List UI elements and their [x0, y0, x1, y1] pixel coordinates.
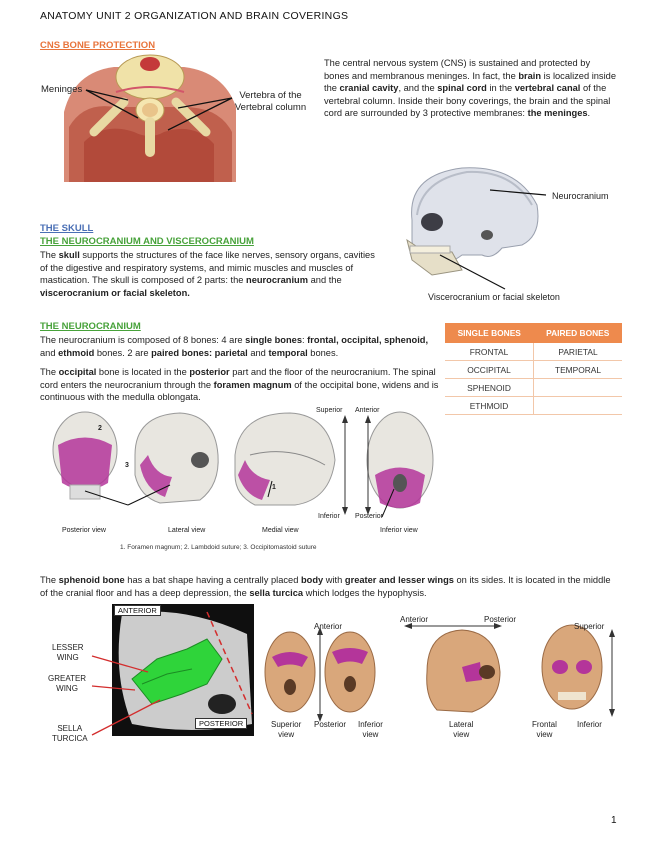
view-label: Inferior view	[380, 527, 418, 534]
sph-dir-superior: Superior	[574, 622, 605, 631]
anterior-box-label: ANTERIOR	[114, 605, 161, 616]
page-number: 1	[611, 815, 617, 826]
posterior-box-label: POSTERIOR	[195, 718, 247, 729]
document-title: ANATOMY UNIT 2 ORGANIZATION AND BRAIN COVERINGS	[40, 10, 349, 22]
label-num-1: 1	[272, 484, 276, 491]
table-row: SPHENOID	[445, 379, 622, 397]
sph-view-lateral: Lateral view	[449, 720, 474, 739]
dir-anterior-label: Anterior	[355, 407, 380, 414]
sph-dir-anterior: Anterior	[314, 622, 343, 631]
meninges-label: Meninges	[41, 84, 83, 95]
label-num-3: 3	[125, 462, 129, 469]
vertebra-label: Vertebra of the Vertebral column	[234, 90, 307, 113]
table-header-single: SINGLE BONES	[445, 323, 534, 343]
skull-heading: THE SKULL	[40, 223, 94, 234]
dir-superior-label: Superior	[316, 407, 343, 414]
viscerocranium-label: Viscerocranium or facial skeleton	[428, 292, 560, 302]
sphenoid-paragraph: The sphenoid bone has a bat shape having a centrally placed body with greater and lesser wings on its sides. It is located in the middle of the cranial floor and has a deep depression, the sella turcica which lodges the hypophysis.	[40, 575, 611, 598]
view-label: Lateral view	[168, 527, 206, 534]
sph-view-frontal: Frontal view	[532, 720, 557, 739]
sph-dir-anterior-top: Anterior	[400, 615, 429, 624]
neurocranium-paragraph-1: The neurocranium is composed of 8 bones: 4 are single bones: frontal, occipital, sphenoid, and ethmoid bones. 2 are paired bones: parietal and temporal bones.	[40, 335, 429, 358]
neuro-visc-heading: THE NEUROCRANIUM AND VISCEROCRANIUM	[40, 236, 254, 247]
table-row: FRONTAL PARIETAL	[445, 343, 622, 361]
neurocranium-caption: 1. Foramen magnum; 2. Lambdoid suture; 3. Occipitomastoid suture	[120, 544, 317, 551]
sph-dir-posterior: Posterior	[314, 720, 347, 729]
dir-inferior-label: Inferior	[318, 513, 340, 520]
neurocranium-label: Neurocranium	[552, 191, 609, 201]
table-header-paired: PAIRED BONES	[534, 323, 623, 343]
table-row: ETHMOID	[445, 397, 622, 415]
table-row: OCCIPITAL TEMPORAL	[445, 361, 622, 379]
greater-wing-label: GREATER WING	[48, 674, 87, 693]
sella-turcica-label: SELLA TURCICA	[52, 724, 88, 743]
dir-posterior-label: Posterior	[355, 513, 384, 520]
skull-paragraph: The skull supports the structures of the face like nerves, sensory organs, cavities of the digestive and respiratory systems, and mimic muscles and muscles of mastication. The skull is composed of 2 parts: the neurocranium and the viscerocranium or facial skeleton.	[40, 250, 375, 298]
neurocranium-heading: THE NEUROCRANIUM	[40, 321, 141, 332]
sph-view-superior: Superior view	[271, 720, 302, 739]
lesser-wing-label: LESSER WING	[52, 643, 84, 662]
sph-dir-inferior: Inferior	[577, 720, 602, 729]
cns-paragraph: The central nervous system (CNS) is sustained and protected by bones and membranous meninges. In fact, the brain is localized inside the cranial cavity, and the spinal cord in the vertebral canal of the vertebral column. Inside their bony coverings, the brain and the spinal cord are surrounded by 3 protective membranes: the meninges.	[324, 58, 616, 119]
sph-view-inferior: Inferior view	[358, 720, 383, 739]
view-label: Posterior view	[62, 527, 106, 534]
sph-dir-posterior-top: Posterior	[484, 615, 517, 624]
neurocranium-paragraph-2: The occipital bone is located in the posterior part and the floor of the neurocranium. The spinal cord enters the neurocranium through the foramen magnum of the occipital bone, widens and is continuous with the medulla oblongata.	[40, 367, 439, 403]
cns-heading: CNS BONE PROTECTION	[40, 40, 156, 51]
view-label: Medial view	[262, 527, 299, 534]
label-num-2: 2	[98, 425, 102, 432]
